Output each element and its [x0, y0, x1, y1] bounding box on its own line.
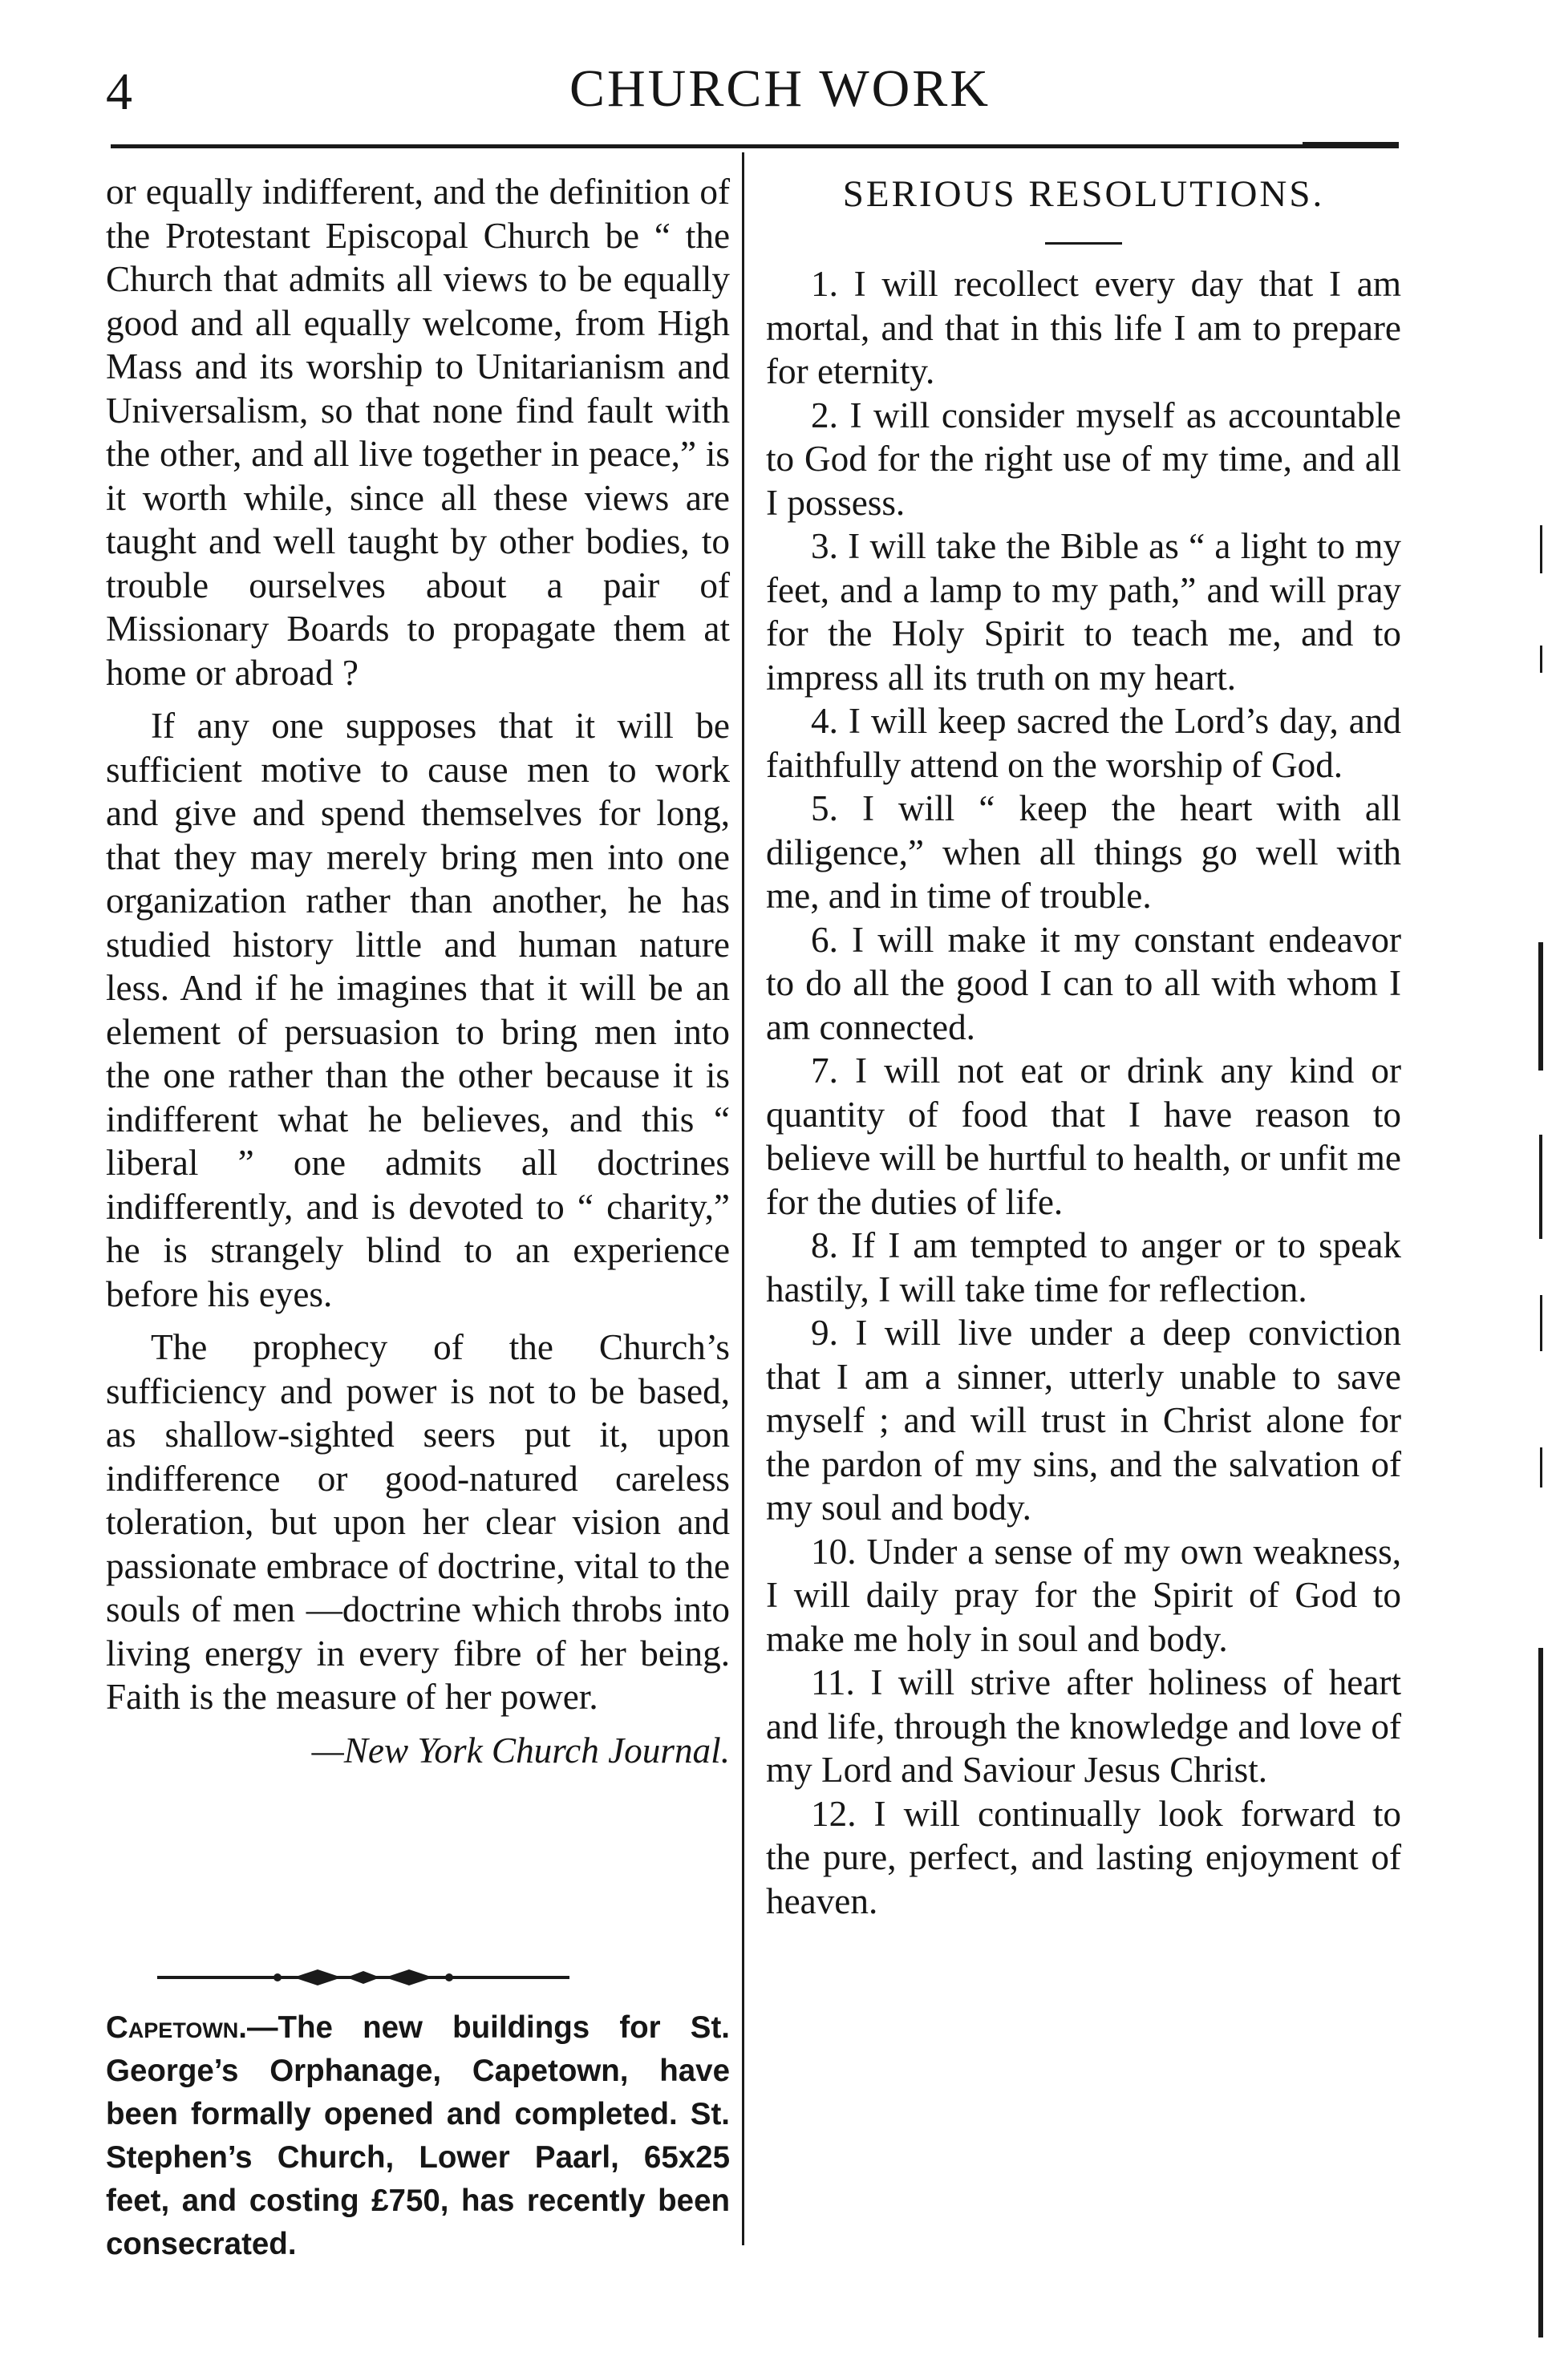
resolution-item: 8. If I am tempted to anger or to speak hastily, I will take time for reflection.: [766, 1225, 1401, 1309]
article-paragraph-1: or equally indifferent, and the definition of the Protestant Episcopal Church be “ the Church that admits all views to be equally good and all equally welcome, from High Mass and its worship to Unitarianism and Universalism, so that none find fault with the other, and all live together in peace,” is it worth while, since all these views are taught and well taught by other bodies, to trouble ourselves about a pair of Missionary Boards to propagate them at home or abroad ?: [106, 172, 730, 693]
resolution-item: 9. I will live under a deep conviction that I am a sinner, utterly unable to save myself ; and will trust in Christ alone for the pardon of my sins, and the salvation of my soul and body.: [766, 1313, 1401, 1528]
resolution-item: 1. I will recollect every day that I am mortal, and that in this life I am to prepare for eternity.: [766, 264, 1401, 391]
article-paragraph-3: The prophecy of the Church’s sufficiency and power is not to be based, as shallow-sighted seers put it, upon indifference or good-natured careless toleration, but upon her clear vision and passionate embrace of doctrine, vital to the souls of men —doctrine which throbs into living energy in every fibre of her being. Faith is the measure of her power.: [106, 1327, 730, 1717]
news-dateline: Capetown.: [106, 2010, 248, 2045]
resolution-item: 5. I will “ keep the heart with all diligence,” when all things go well with me, and in time of trouble.: [766, 788, 1401, 916]
page-number: 4: [106, 63, 132, 121]
left-column: [106, 170, 730, 1772]
resolution-item: 12. I will continually look forward to the pure, perfect, and lasting enjoyment of heaven.: [766, 1793, 1401, 1921]
article-source: —New York Church Journal.: [311, 1730, 730, 1771]
resolution-item: 6. I will make it my constant endeavor to do all the good I can to all with whom I am connected.: [766, 919, 1401, 1047]
heading-rule: [1045, 242, 1122, 245]
article-paragraph-2: If any one supposes that it will be sufficient motive to cause men to work and give and spend themselves for long, that they may merely bring men into one organization rather than another, he has studied history little and human nature less. And if he imagines that it will be an element of persuasion to bring men into the one rather than the other because it is indifferent what he believes, and this “ liberal ” one admits all doctrines indifferently, and is devoted to “ charity,” he is strangely blind to an experience before his eyes.: [106, 706, 730, 1314]
resolution-item: 10. Under a sense of my own weakness, I will daily pray for the Spirit of God to make me holy in soul and body.: [766, 1531, 1401, 1659]
ornament-divider-icon: [157, 1964, 569, 1991]
publication-title: CHURCH WORK: [569, 59, 991, 118]
news-item: [106, 2006, 730, 2266]
resolution-item: 4. I will keep sacred the Lord’s day, and faithfully attend on the worship of God.: [766, 701, 1401, 785]
header-rule: [111, 144, 1399, 148]
column-divider: [742, 152, 744, 2245]
page-edge-marks-icon: [1529, 525, 1553, 2338]
resolution-item: 3. I will take the Bible as “ a light to my feet, and a lamp to my path,” and will pray for the Holy Spirit to teach me, and to impress all its truth on my heart.: [766, 526, 1401, 698]
right-column: [766, 170, 1401, 1923]
page-header: [0, 48, 1560, 128]
resolution-item: 11. I will strive after holiness of heart and life, through the knowledge and love of my Lord and Saviour Jesus Christ.: [766, 1662, 1401, 1790]
resolution-item: 2. I will consider myself as accountable to God for the right use of my time, and all I possess.: [766, 395, 1401, 523]
resolution-item: 7. I will not eat or drink any kind or quantity of food that I have reason to believe will be hurtful to health, or unfit me for the duties of life.: [766, 1050, 1401, 1222]
news-text: —The new buildings for St. George’s Orphanage, Capetown, have been formally opened and completed. St. Stephen’s Church, Lower Paarl, 65x25 feet, and costing £750, has recently been consecrated.: [106, 2010, 730, 2261]
resolutions-heading: SERIOUS RESOLUTIONS.: [842, 173, 1325, 215]
